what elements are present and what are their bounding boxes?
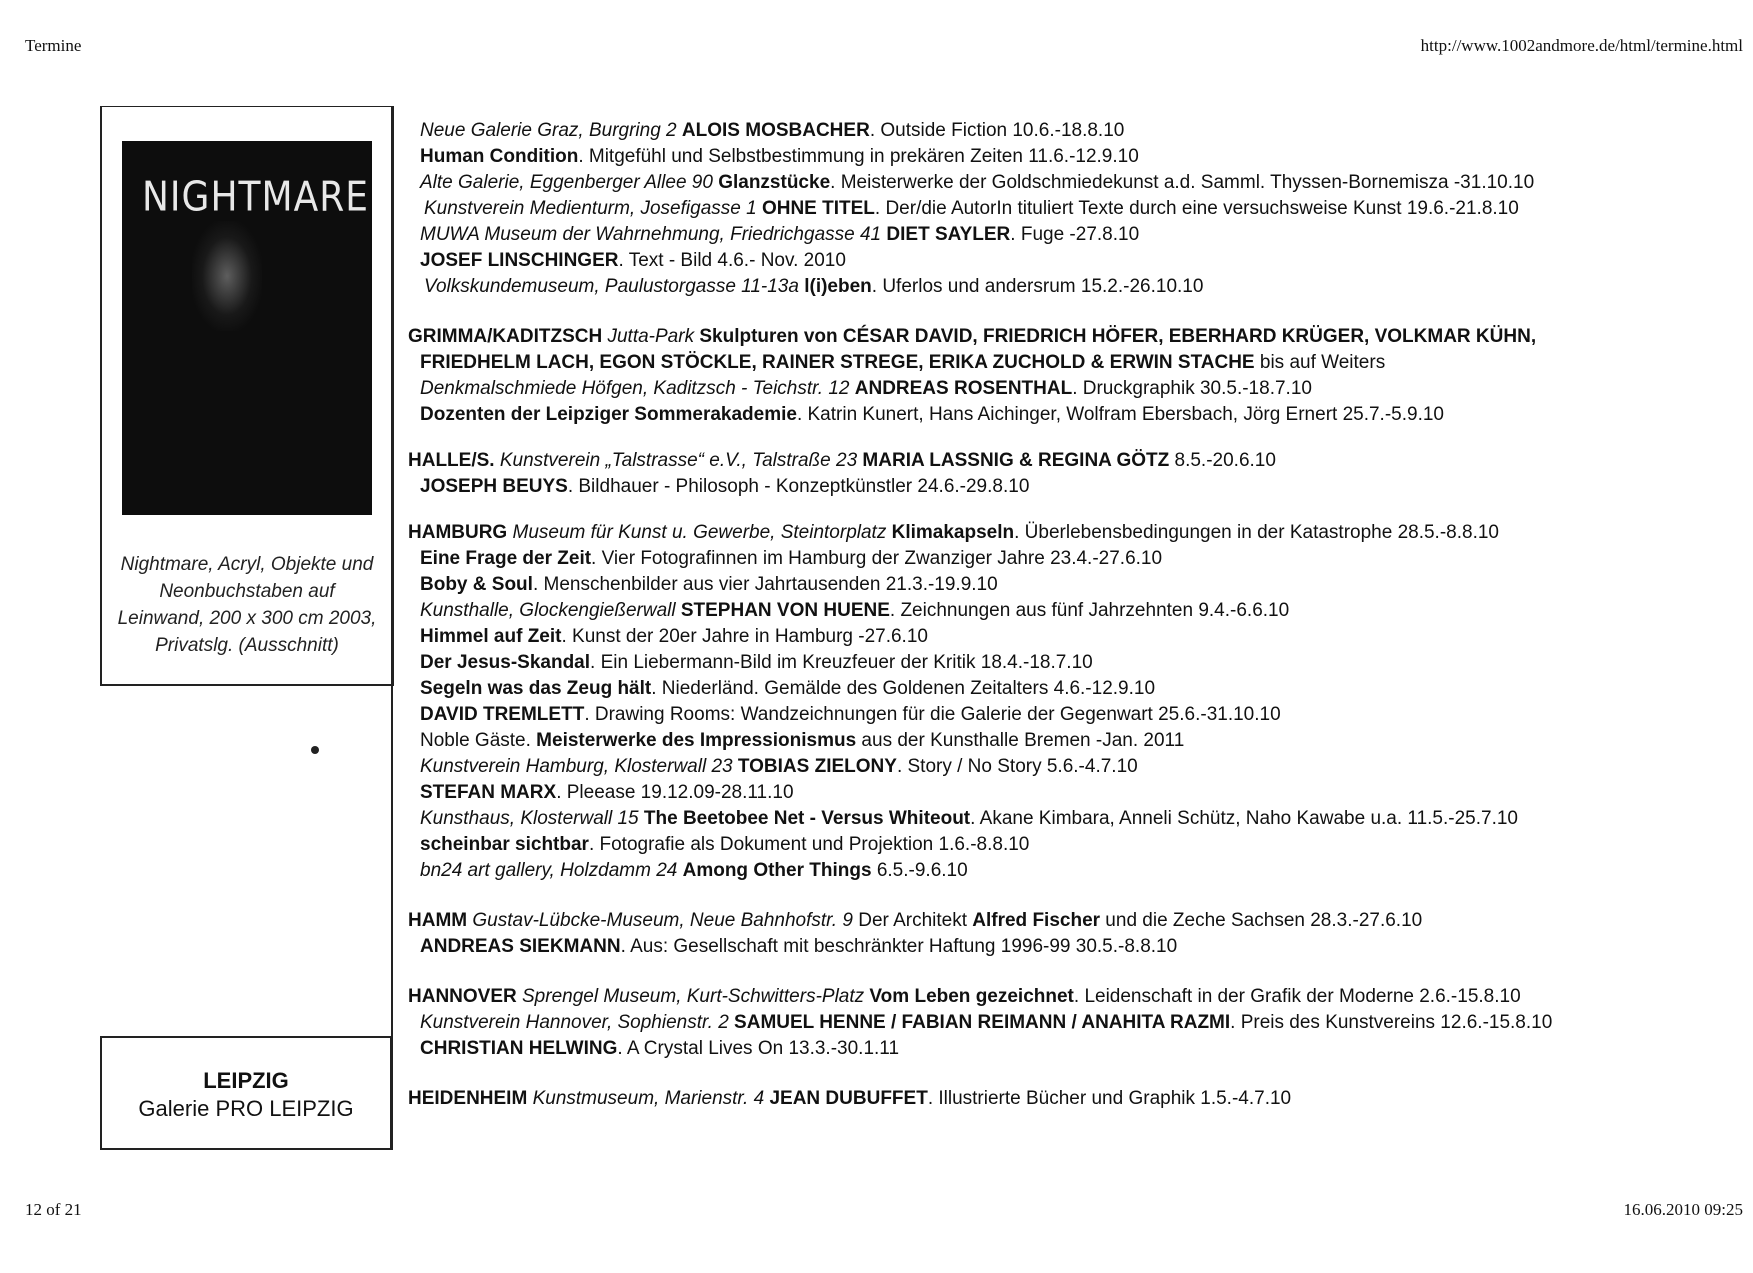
- scan-speck: [311, 746, 319, 754]
- caption-line: Nightmare, Acryl, Objekte und: [120, 554, 374, 575]
- listing-line: Eine Frage der Zeit. Vier Fotografinnen im Hamburg der Zwanziger Jahre 23.4.-27.6.10: [420, 548, 1163, 569]
- artwork-panel: [100, 106, 394, 686]
- listing-line: scheinbar sichtbar. Fotografie als Dokument und Projektion 1.6.-8.8.10: [420, 834, 1030, 855]
- listing-line: Kunstverein Hamburg, Klosterwall 23 TOBIAS ZIELONY. Story / No Story 5.6.-4.7.10: [420, 756, 1138, 777]
- ad-city: LEIPZIG: [203, 1068, 289, 1093]
- listing-line: ANDREAS SIEKMANN. Aus: Gesellschaft mit beschränkter Haftung 1996-99 30.5.-8.8.10: [420, 936, 1178, 957]
- listing-line: Himmel auf Zeit. Kunst der 20er Jahre in Hamburg -27.6.10: [420, 626, 928, 647]
- listing-line: bn24 art gallery, Holzdamm 24 Among Other Things 6.5.-9.6.10: [420, 860, 968, 881]
- caption-line: Leinwand, 200 x 300 cm 2003,: [117, 608, 377, 629]
- listing-line: Neue Galerie Graz, Burgring 2 ALOIS MOSBACHER. Outside Fiction 10.6.-18.8.10: [420, 120, 1125, 141]
- leipzig-ad[interactable]: [100, 1036, 392, 1150]
- listing-line: JOSEPH BEUYS. Bildhauer - Philosoph - Konzeptkünstler 24.6.-29.8.10: [420, 476, 1030, 497]
- artwork-caption: [102, 551, 392, 659]
- listing-line: STEFAN MARX. Pleease 19.12.09-28.11.10: [420, 782, 794, 803]
- listing-line: DAVID TREMLETT. Drawing Rooms: Wandzeichnungen für die Galerie der Gegenwart 25.6.-31.10.10: [420, 704, 1281, 725]
- page-counter: 12 of 21: [25, 1200, 82, 1219]
- listing-line: JOSEF LINSCHINGER. Text - Bild 4.6.- Nov. 2010: [420, 250, 846, 271]
- listing-line: Human Condition. Mitgefühl und Selbstbestimmung in prekären Zeiten 11.6.-12.9.10: [420, 146, 1139, 167]
- page-url: http://www.1002andmore.de/html/termine.html: [1420, 36, 1743, 55]
- listing-line: Kunstverein Medienturm, Josefigasse 1 OHNE TITEL. Der/die AutorIn tituliert Texte durch eine versuchsweise Kunst 19.6.-21.8.10: [424, 198, 1519, 219]
- caption-line: Privatslg. (Ausschnitt): [155, 635, 339, 656]
- city-heading-line: HEIDENHEIM Kunstmuseum, Marienstr. 4 JEAN DUBUFFET. Illustrierte Bücher und Graphik 1.5.-4.7.10: [408, 1088, 1292, 1109]
- listing-line: Kunsthaus, Klosterwall 15 The Beetobee Net - Versus Whiteout. Akane Kimbara, Anneli Schütz, Naho Kawabe u.a. 11.5.-25.7.10: [420, 808, 1518, 829]
- listing-line: Alte Galerie, Eggenberger Allee 90 Glanzstücke. Meisterwerke der Goldschmiedekunst a.d. Samml. Thyssen-Bornemisza -31.10.10: [420, 172, 1535, 193]
- artwork-neon-title: NIGHTMARE: [142, 173, 369, 222]
- listing-line: Der Jesus-Skandal. Ein Liebermann-Bild im Kreuzfeuer der Kritik 18.4.-18.7.10: [420, 652, 1093, 673]
- listing-line: Kunsthalle, Glockengießerwall STEPHAN VON HUENE. Zeichnungen aus fünf Jahrzehnten 9.4.-6.6.10: [420, 600, 1290, 621]
- listing-line: MUWA Museum der Wahrnehmung, Friedrichgasse 41 DIET SAYLER. Fuge -27.8.10: [420, 224, 1140, 245]
- city-heading-line: HAMM Gustav-Lübcke-Museum, Neue Bahnhofstr. 9 Der Architekt Alfred Fischer und die Zeche Sachsen 28.3.-27.6.10: [408, 910, 1423, 931]
- listing-line: Boby & Soul. Menschenbilder aus vier Jahrtausenden 21.3.-19.9.10: [420, 574, 998, 595]
- listing-line: FRIEDHELM LACH, EGON STÖCKLE, RAINER STREGE, ERIKA ZUCHOLD & ERWIN STACHE bis auf Weiters: [420, 352, 1386, 373]
- listing-line: Segeln was das Zeug hält. Niederländ. Gemälde des Goldenen Zeitalters 4.6.-12.9.10: [420, 678, 1156, 699]
- city-heading-line: HAMBURG Museum für Kunst u. Gewerbe, Steintorplatz Klimakapseln. Überlebensbedingungen in der Katastrophe 28.5.-8.8.10: [408, 522, 1499, 543]
- city-heading-line: GRIMMA/KADITZSCH Jutta-Park Skulpturen von CÉSAR DAVID, FRIEDRICH HÖFER, EBERHARD KRÜGER, VOLKMAR KÜHN,: [408, 326, 1537, 347]
- print-datetime: 16.06.2010 09:25: [1623, 1200, 1743, 1219]
- city-heading-line: HANNOVER Sprengel Museum, Kurt-Schwitters-Platz Vom Leben gezeichnet. Leidenschaft in der Grafik der Moderne 2.6.-15.8.10: [408, 986, 1521, 1007]
- exhibition-listing: [408, 118, 1728, 1112]
- listing-line: Volkskundemuseum, Paulustorgasse 11-13a l(i)eben. Uferlos und andersrum 15.2.-26.10.10: [424, 276, 1204, 297]
- listing-line: Dozenten der Leipziger Sommerakademie. Katrin Kunert, Hans Aichinger, Wolfram Ebersbach, Jörg Ernert 25.7.-5.9.10: [420, 404, 1444, 425]
- ad-gallery: Galerie PRO LEIPZIG: [138, 1096, 354, 1121]
- page-title: Termine: [25, 36, 82, 55]
- city-heading-line: HALLE/S. Kunstverein „Talstrasse“ e.V., Talstraße 23 MARIA LASSNIG & REGINA GÖTZ 8.5.-20.6.10: [408, 450, 1276, 471]
- listing-line: Denkmalschmiede Höfgen, Kaditzsch - Teichstr. 12 ANDREAS ROSENTHAL. Druckgraphik 30.5.-18.7.10: [420, 378, 1312, 399]
- artwork-glow: [192, 221, 262, 331]
- column-divider: [391, 106, 393, 1150]
- listing-line: Noble Gäste. Meisterwerke des Impressionismus aus der Kunsthalle Bremen -Jan. 2011: [420, 730, 1185, 751]
- caption-line: Neonbuchstaben auf: [159, 581, 335, 602]
- listing-line: Kunstverein Hannover, Sophienstr. 2 SAMUEL HENNE / FABIAN REIMANN / ANAHITA RAZMI. Preis des Kunstvereins 12.6.-15.8.10: [420, 1012, 1553, 1033]
- artwork-image: [122, 141, 372, 515]
- listing-line: CHRISTIAN HELWING. A Crystal Lives On 13.3.-30.1.11: [420, 1038, 900, 1059]
